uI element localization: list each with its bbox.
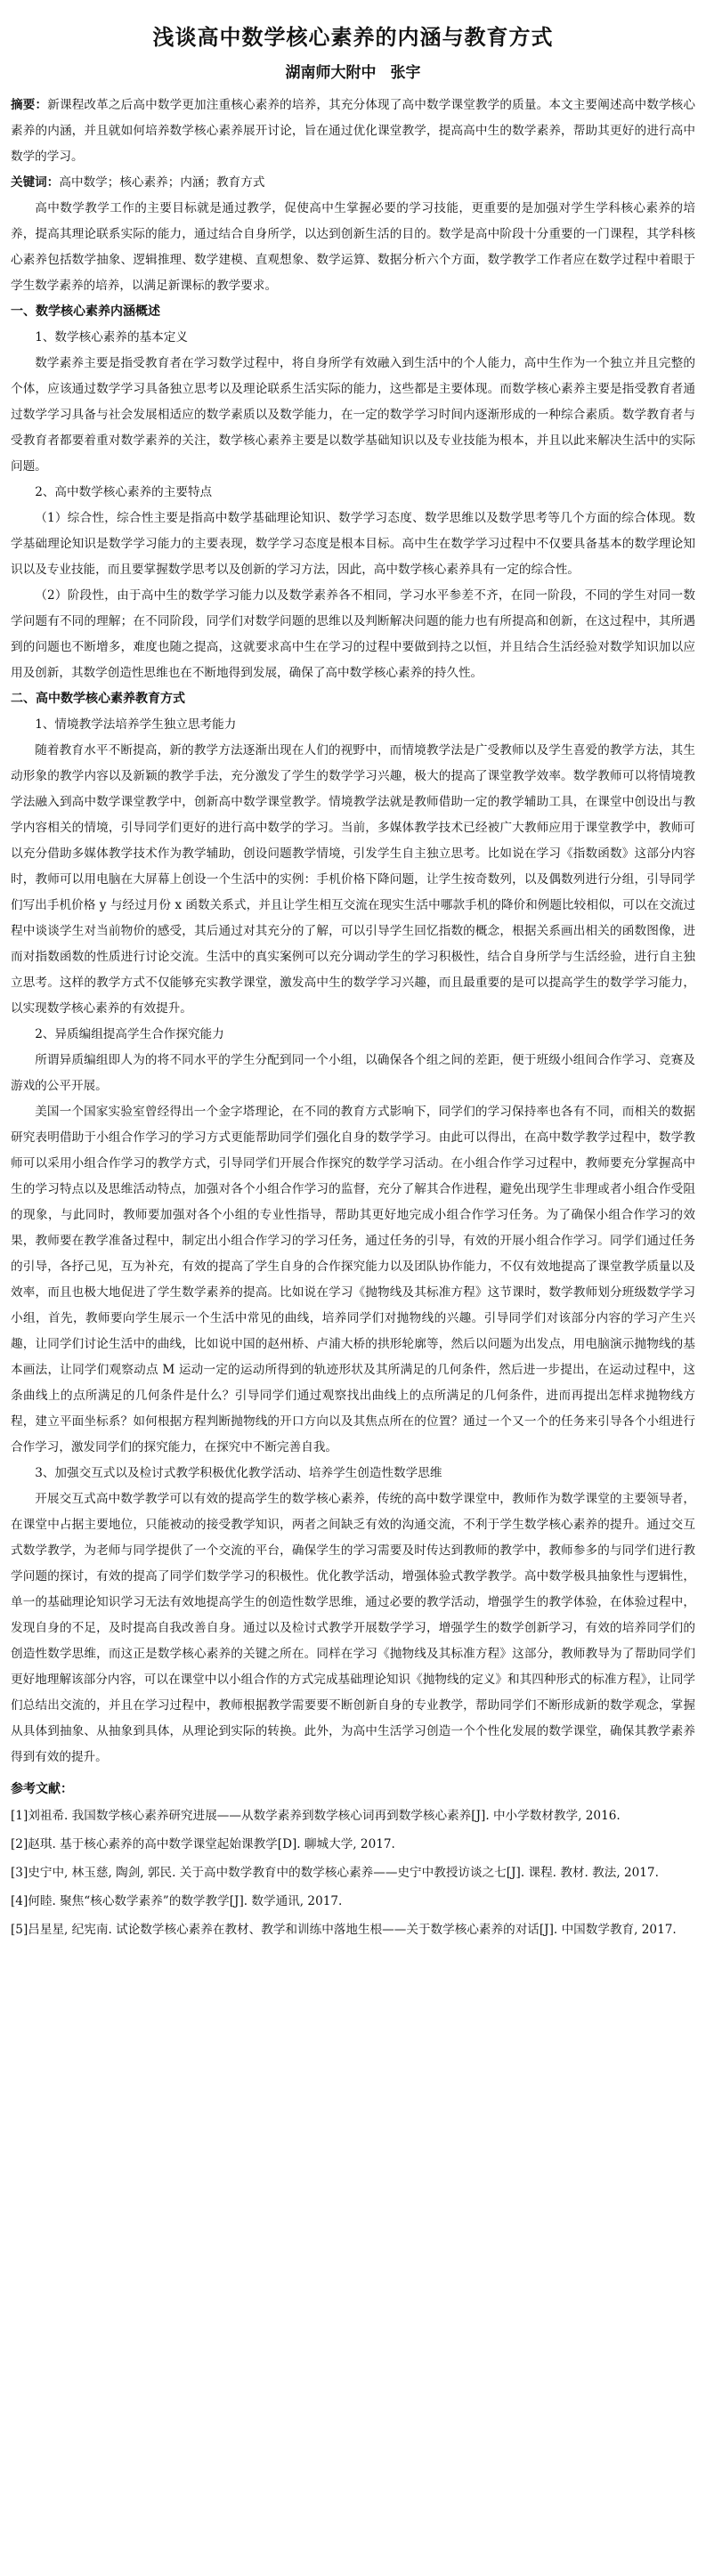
- section-1-heading: 一、数学核心素养内涵概述: [11, 304, 160, 319]
- author-affiliation: 湖南师大附中: [285, 64, 377, 82]
- author-name: 张宇: [390, 64, 421, 82]
- body-paragraph: （2）阶段性，由于高中生的数学学习能力以及数学素养各不相同，学习水平参差不齐，在同一阶段，不同的学生对同一数学问题有不同的理解；在不同阶段，同学们对数学问题的思维以及判断解决问题的能力也有所提高和创新，在这过程中，其所遇到的问题也不断增多，难度也随之提高，这就要求高中生在学习的过程中要做到持之以恒，并且结合生活经验对数学知识加以应用及创新，其数学创造性思维也在不断地得到发展，确保了高中数学核心素养的持久性。: [11, 588, 695, 680]
- intro-paragraph: 高中数学教学工作的主要目标就是通过教学，促使高中生掌握必要的学习技能，更重要的是加强对学生学科核心素养的培养，提高其理论联系实际的能力，通过结合自身所学，以达到创新生活的目的。数学是高中阶段十分重要的一门课程，其学科核心素养包括数学抽象、逻辑推理、数学建模、直观想象、数学运算、数据分析六个方面，数学教学工作者应在数学过程中着眼于学生数学素养的培养，以满足新课标的教学要求。: [11, 201, 695, 293]
- references-heading: 参考文献：: [11, 1782, 73, 1796]
- reference-item: [3]史宁中, 林玉慈, 陶剑, 郭民. 关于高中数学教育中的数学核心素养——史宁中教授访谈之七[J]. 课程. 教材. 教法, 2017.: [11, 1866, 659, 1880]
- section-2-heading: 二、高中数学核心素养教育方式: [11, 692, 185, 706]
- body-paragraph: 所谓异质编组即人为的将不同水平的学生分配到同一个小组，以确保各个组之间的差距，便于班级小组间合作学习、竞赛及游戏的公平开展。: [11, 1053, 695, 1093]
- keywords-text: 高中数学；核心素养；内涵；教育方式: [59, 175, 265, 190]
- section-1-1-heading: 1、数学核心素养的基本定义: [35, 330, 188, 344]
- keywords-label: 关键词：: [11, 175, 60, 190]
- reference-item: [4]何睦. 聚焦“核心数学素养”的数学教学[J]. 数学通讯, 2017.: [11, 1894, 343, 1908]
- paper-title: 浅谈高中数学核心素养的内涵与教育方式: [152, 24, 554, 50]
- keywords: [11, 170, 695, 196]
- abstract: [11, 93, 695, 170]
- abstract-label: 摘要：: [11, 98, 48, 112]
- body-paragraph: 开展交互式高中数学教学可以有效的提高学生的数学核心素养，传统的高中数学课堂中，教师作为数学课堂的主要领导者，在课堂中占据主要地位，只能被动的接受教学知识，两者之间缺乏有效的沟通交流，不利于学生数学核心素养的提升。通过交互式数学教学，为老师与同学提供了一个交流的平台，确保学生的学习需要及时传达到教师的教学中，教师参多的与同学们进行教学问题的探讨，有效的提高了同学们数学学习的积极性。优化教学活动，增强体验式教学教学。高中数学极具抽象性与逻辑性，单一的基础理论知识学习无法有效地提高学生的创造性数学思维，通过必要的教学活动，增强学生的教学体验，在体验过程中，发现自身的不足，及时提高自我改善自身。通过以及检讨式教学开展数学学习，增强学生的数学创新学习，有效的培养同学们的创造性数学思维，而这正是数学核心素养的关键之所在。同样在学习《抛物线及其标准方程》这部分，教师教导为了帮助同学们更好地理解该部分内容，可以在课堂中以小组合作的方式完成基础理论知识《抛物线的定义》和其四种形式的标准方程》，让同学们总结出交流的，并且在学习过程中，教师根据教学需要要不断创新自身的专业教学，帮助同学们不断形成新的数学观念，掌握从具体到抽象、从抽象到具体，从理论到实际的转换。此外，为高中生活学习创造一个个性化发展的数学课堂，确保其教学素养得到有效的提升。: [11, 1492, 695, 1764]
- section-2-1-heading: 1、情境教学法培养学生独立思考能力: [35, 717, 237, 732]
- reference-item: [2]赵琪. 基于核心素养的高中数学课堂起始课教学[D]. 聊城大学, 2017.: [11, 1837, 395, 1851]
- author-line: [11, 60, 695, 82]
- body-paragraph: 数学素养主要是指受教育者在学习数学过程中，将自身所学有效融入到生活中的个人能力，高中生作为一个独立并且完整的个体，应该通过数学学习具备独立思考以及理论联系生活实际的能力，这些都是主要体现。而数学核心素养主要是指受教育者通过数学学习具备与社会发展相适应的数学素质以及数学能力，在一定的数学学习时间内逐渐形成的一种综合素质。数学教育者与受教育者都要着重对数学素养的关注，数学核心素养主要是以数学基础知识以及专业技能为根本，并且以此来解决生活中的实际问题。: [11, 356, 695, 474]
- abstract-text: 新课程改革之后高中数学更加注重核心素养的培养，其充分体现了高中数学课堂教学的质量。本文主要阐述高中数学核心素养的内涵，并且就如何培养数学核心素养展开讨论，旨在通过优化课堂教学，提高高中生的数学素养，帮助其更好的进行高中数学的学习。: [11, 98, 696, 164]
- body-paragraph: （1）综合性，综合性主要是指高中数学基础理论知识、数学学习态度、数学思维以及数学思考等几个方面的综合体现。数学基础理论知识是数学学习能力的主要表现，数学学习态度是根本目标。高中生在数学学习过程中不仅要具备基本的数学理论知识以及专业技能，而且要掌握数学思考以及创新的学习方法，因此，高中数学核心素养具有一定的综合性。: [11, 511, 695, 577]
- section-2-2-heading: 2、异质编组提高学生合作探究能力: [35, 1027, 224, 1041]
- reference-item: [5]吕星星, 纪宪南. 试论数学核心素养在教材、教学和训练中落地生根——关于数学核心素养的对话[J]. 中国数学教育, 2017.: [11, 1923, 677, 1937]
- section-1-2-heading: 2、高中数学核心素养的主要特点: [35, 485, 213, 499]
- reference-item: [1]刘祖希. 我国数学核心素养研究进展——从数学素养到数学核心词再到数学核心素养[J]. 中小学数材教学, 2016.: [11, 1809, 621, 1823]
- body-paragraph: 随着教育水平不断提高，新的教学方法逐渐出现在人们的视野中，而情境教学法是广受教师以及学生喜爱的教学方法，其生动形象的教学内容以及新颖的教学手法，充分激发了学生的数学学习兴趣，极大的提高了课堂教学效率。数学教师可以将情境教学法融入到高中数学课堂教学中，创新高中数学课堂教学。情境教学法就是教师借助一定的教学辅助工具，在课堂中创设出与教学内容相关的情境，引导同学们更好的进行高中数学的学习。当前，多媒体教学技术已经被广大教师应用于课堂教学中，教师可以充分借助多媒体教学技术作为教学辅助，创设问题教学情境，引发学生自主独立思考。比如说在学习《指数函数》这部分内容时，教师可以用电脑在大屏幕上创设一个生活中的实例：手机价格下降问题，让学生按奇数列，以及偶数列进行分组，引导同学们写出手机价格 y 与经过月份 x 函数关系式，并且让学生相互交流在现实生活中哪款手机的降价和例题比较相似，可以在交流过程中谈谈学生对当前物价的感受，其后通过对其充分的了解，可以引导学生回忆指数的概念，根据关系画出相关的函数图像，进而对指数函数的性质进行讨论交流。生活中的真实案例可以充分调动学生的学习积极性，结合自身所学与生活经验，进行自主独立思考。这样的教学方式不仅能够充实教学课堂，激发高中生的数学学习兴趣，而且最重要的是可以提高学生的数学学习能力，以实现数学核心素养的有效提升。: [11, 743, 695, 1016]
- section-2-3-heading: 3、加强交互式以及检讨式教学积极优化教学活动、培养学生创造性数学思维: [35, 1466, 442, 1480]
- body-paragraph: 美国一个国家实验室曾经得出一个金字塔理论，在不同的教育方式影响下，同学们的学习保持率也各有不同，而相关的数据研究表明借助于小组合作学习的学习方式更能帮助同学们强化自身的数学学习。由此可以得出，在高中数学教学过程中，数学教师可以采用小组合作学习的教学方式，引导同学们开展合作探究的数学学习活动。在小组合作学习过程中，教师要充分掌握高中生的学习特点以及思维活动特点，加强对各个小组合作学习的监督，充分了解其合作进程，避免出现学生非理或者小组合作受阻的现象，与此同时，教师要加强对各个小组的专业性指导，帮助其更好地完成小组合作学习任务。为了确保小组合作学习的效果，教师要在教学准备过程中，制定出小组合作学习的学习任务，通过任务的引导，有效的开展小组合作学习。同学们通过任务的引导，各抒己见，互为补充，有效的提高了学生自身的合作探究能力以及团队协作能力，不仅有效地提高了课堂教学质量以及效率，而且也极大地促进了学生数学素养的提高。比如说在学习《抛物线及其标准方程》这节课时，数学教师划分班级数学学习小组，首先，教师要向学生展示一个生活中常见的曲线，培养同学们对抛物线的兴趣。引导同学们对该部分内容的学习产生兴趣，让同学们讨论生活中的曲线，比如说中国的赵州桥、卢浦大桥的拱形轮廓等，然后以问题为出发点，用电脑演示抛物线的基本画法，让同学们观察动点 M 运动一定的运动所得到的轨迹形状及其所满足的几何条件，然后进一步提出，在运动过程中，这条曲线上的点所满足的几何条件是什么？引导同学们通过观察找出曲线上的点所满足的几何条件，进而再提出怎样求抛物线方程，建立平面坐标系？如何根据方程判断抛物线的开口方向以及其焦点所在的位置？通过一个又一个的任务来引导各个小组进行合作学习，激发同学们的探究能力，在探究中不断完善自我。: [11, 1105, 695, 1454]
